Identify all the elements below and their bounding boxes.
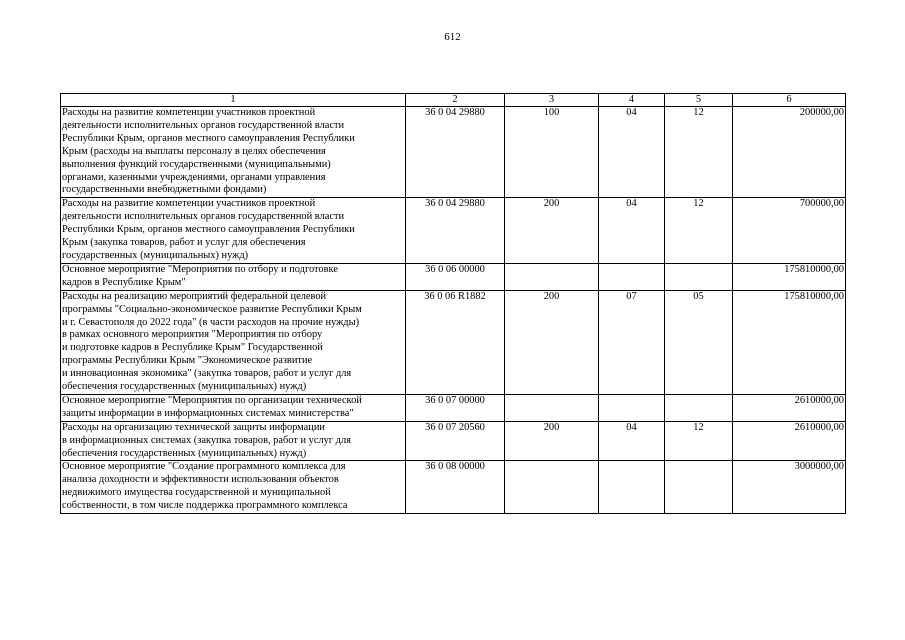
header-row — [61, 94, 846, 107]
row-code: 36 0 08 00000 — [406, 461, 505, 514]
description-line: кадров в Республике Крым" — [62, 276, 186, 288]
description-line: и г. Севастополя до 2022 года" (в части расходов на прочие нужды) — [62, 316, 360, 328]
description-line: и инновационная экономика" (закупка товаров, работ и услуг для — [62, 368, 352, 380]
row-amount: 2610000,00 — [733, 421, 846, 461]
budget-table — [60, 93, 846, 514]
header-col-4: 4 — [599, 94, 665, 107]
row-col-3: 200 — [505, 290, 599, 394]
row-col-3 — [505, 263, 599, 290]
row-col-3: 200 — [505, 421, 599, 461]
row-col-5: 05 — [665, 290, 733, 394]
row-code: 36 0 06 R1882 — [406, 290, 505, 394]
table-row — [61, 263, 846, 290]
description-line: Основное мероприятие "Создание программного комплекса для — [62, 461, 346, 473]
table-header — [61, 94, 846, 107]
row-code: 36 0 07 20560 — [406, 421, 505, 461]
row-amount: 700000,00 — [733, 198, 846, 264]
row-code: 36 0 04 29880 — [406, 198, 505, 264]
description-line: Республики Крым, органов местного самоуправления Республики — [62, 224, 355, 236]
description-line: государственными внебюджетными фондами) — [62, 184, 267, 196]
description-line: обеспечения государственных (муниципальных) нужд) — [62, 447, 307, 459]
row-amount: 175810000,00 — [733, 290, 846, 394]
row-col-5: 12 — [665, 107, 733, 198]
row-code: 36 0 06 00000 — [406, 263, 505, 290]
description-line: в рамках основного мероприятия "Мероприятия по отбору — [62, 329, 323, 341]
row-col-4 — [599, 461, 665, 514]
description-line: программы "Социально-экономическое развитие Республики Крым — [62, 303, 362, 315]
table-row — [61, 421, 846, 461]
row-description — [61, 461, 406, 514]
description-line: Расходы на реализацию мероприятий федеральной целевой — [62, 290, 327, 302]
description-line: анализа доходности и эффективности использования объектов — [62, 474, 339, 486]
header-col-6: 6 — [733, 94, 846, 107]
row-description — [61, 107, 406, 198]
description-line: деятельности исполнительных органов государственной власти — [62, 211, 345, 223]
description-line: Крым (закупка товаров, работ и услуг для обеспечения — [62, 237, 306, 249]
header-col-3: 3 — [505, 94, 599, 107]
table-row — [61, 198, 846, 264]
row-amount: 175810000,00 — [733, 263, 846, 290]
row-col-4: 07 — [599, 290, 665, 394]
row-description — [61, 394, 406, 421]
description-line: Расходы на организацию технической защиты информации — [62, 421, 325, 433]
row-col-4 — [599, 394, 665, 421]
description-line: Основное мероприятие "Мероприятия по отбору и подготовке — [62, 263, 338, 275]
row-col-5 — [665, 461, 733, 514]
row-col-4: 04 — [599, 198, 665, 264]
row-description — [61, 421, 406, 461]
row-description — [61, 263, 406, 290]
row-col-3: 100 — [505, 107, 599, 198]
row-description — [61, 290, 406, 394]
description-line: программы Республики Крым "Экономическое развитие — [62, 355, 313, 367]
description-line: защиты информации в информационных системах министерства" — [62, 407, 354, 419]
header-col-1: 1 — [61, 94, 406, 107]
row-col-5: 12 — [665, 421, 733, 461]
row-col-3 — [505, 394, 599, 421]
table-body — [61, 107, 846, 514]
description-line: органами, казенными учреждениями, органами управления — [62, 171, 326, 183]
description-line: Крым (расходы на выплаты персоналу в целях обеспечения — [62, 145, 326, 157]
row-code: 36 0 07 00000 — [406, 394, 505, 421]
row-description — [61, 198, 406, 264]
description-line: Основное мероприятие "Мероприятия по организации технической — [62, 394, 362, 406]
row-col-4: 04 — [599, 107, 665, 198]
page-number: 612 — [444, 31, 461, 43]
row-col-3: 200 — [505, 198, 599, 264]
row-col-3 — [505, 461, 599, 514]
table-row — [61, 107, 846, 198]
description-line: Расходы на развитие компетенции участников проектной — [62, 107, 316, 118]
table-row — [61, 461, 846, 514]
description-line: обеспечения государственных (муниципальных) нужд) — [62, 381, 307, 393]
row-amount: 2610000,00 — [733, 394, 846, 421]
row-col-5 — [665, 263, 733, 290]
row-col-4 — [599, 263, 665, 290]
description-line: государственных (муниципальных) нужд) — [62, 249, 249, 261]
row-col-4: 04 — [599, 421, 665, 461]
description-line: Республики Крым, органов местного самоуправления Республики — [62, 132, 355, 144]
description-line: выполнения функций государственными (муниципальными) — [62, 158, 331, 170]
description-line: деятельности исполнительных органов государственной власти — [62, 119, 345, 131]
row-amount: 3000000,00 — [733, 461, 846, 514]
header-col-5: 5 — [665, 94, 733, 107]
row-code: 36 0 04 29880 — [406, 107, 505, 198]
description-line: недвижимого имущества государственной и муниципальной — [62, 487, 331, 499]
row-col-5 — [665, 394, 733, 421]
header-col-2: 2 — [406, 94, 505, 107]
description-line: и подготовке кадров в Республике Крым" Государственной — [62, 342, 323, 354]
description-line: собственности, в том числе поддержка программного комплекса — [62, 500, 348, 512]
table-row — [61, 290, 846, 394]
row-col-5: 12 — [665, 198, 733, 264]
description-line: Расходы на развитие компетенции участников проектной — [62, 198, 316, 210]
row-amount: 200000,00 — [733, 107, 846, 198]
table-row — [61, 394, 846, 421]
description-line: в информационных системах (закупка товаров, работ и услуг для — [62, 434, 351, 446]
